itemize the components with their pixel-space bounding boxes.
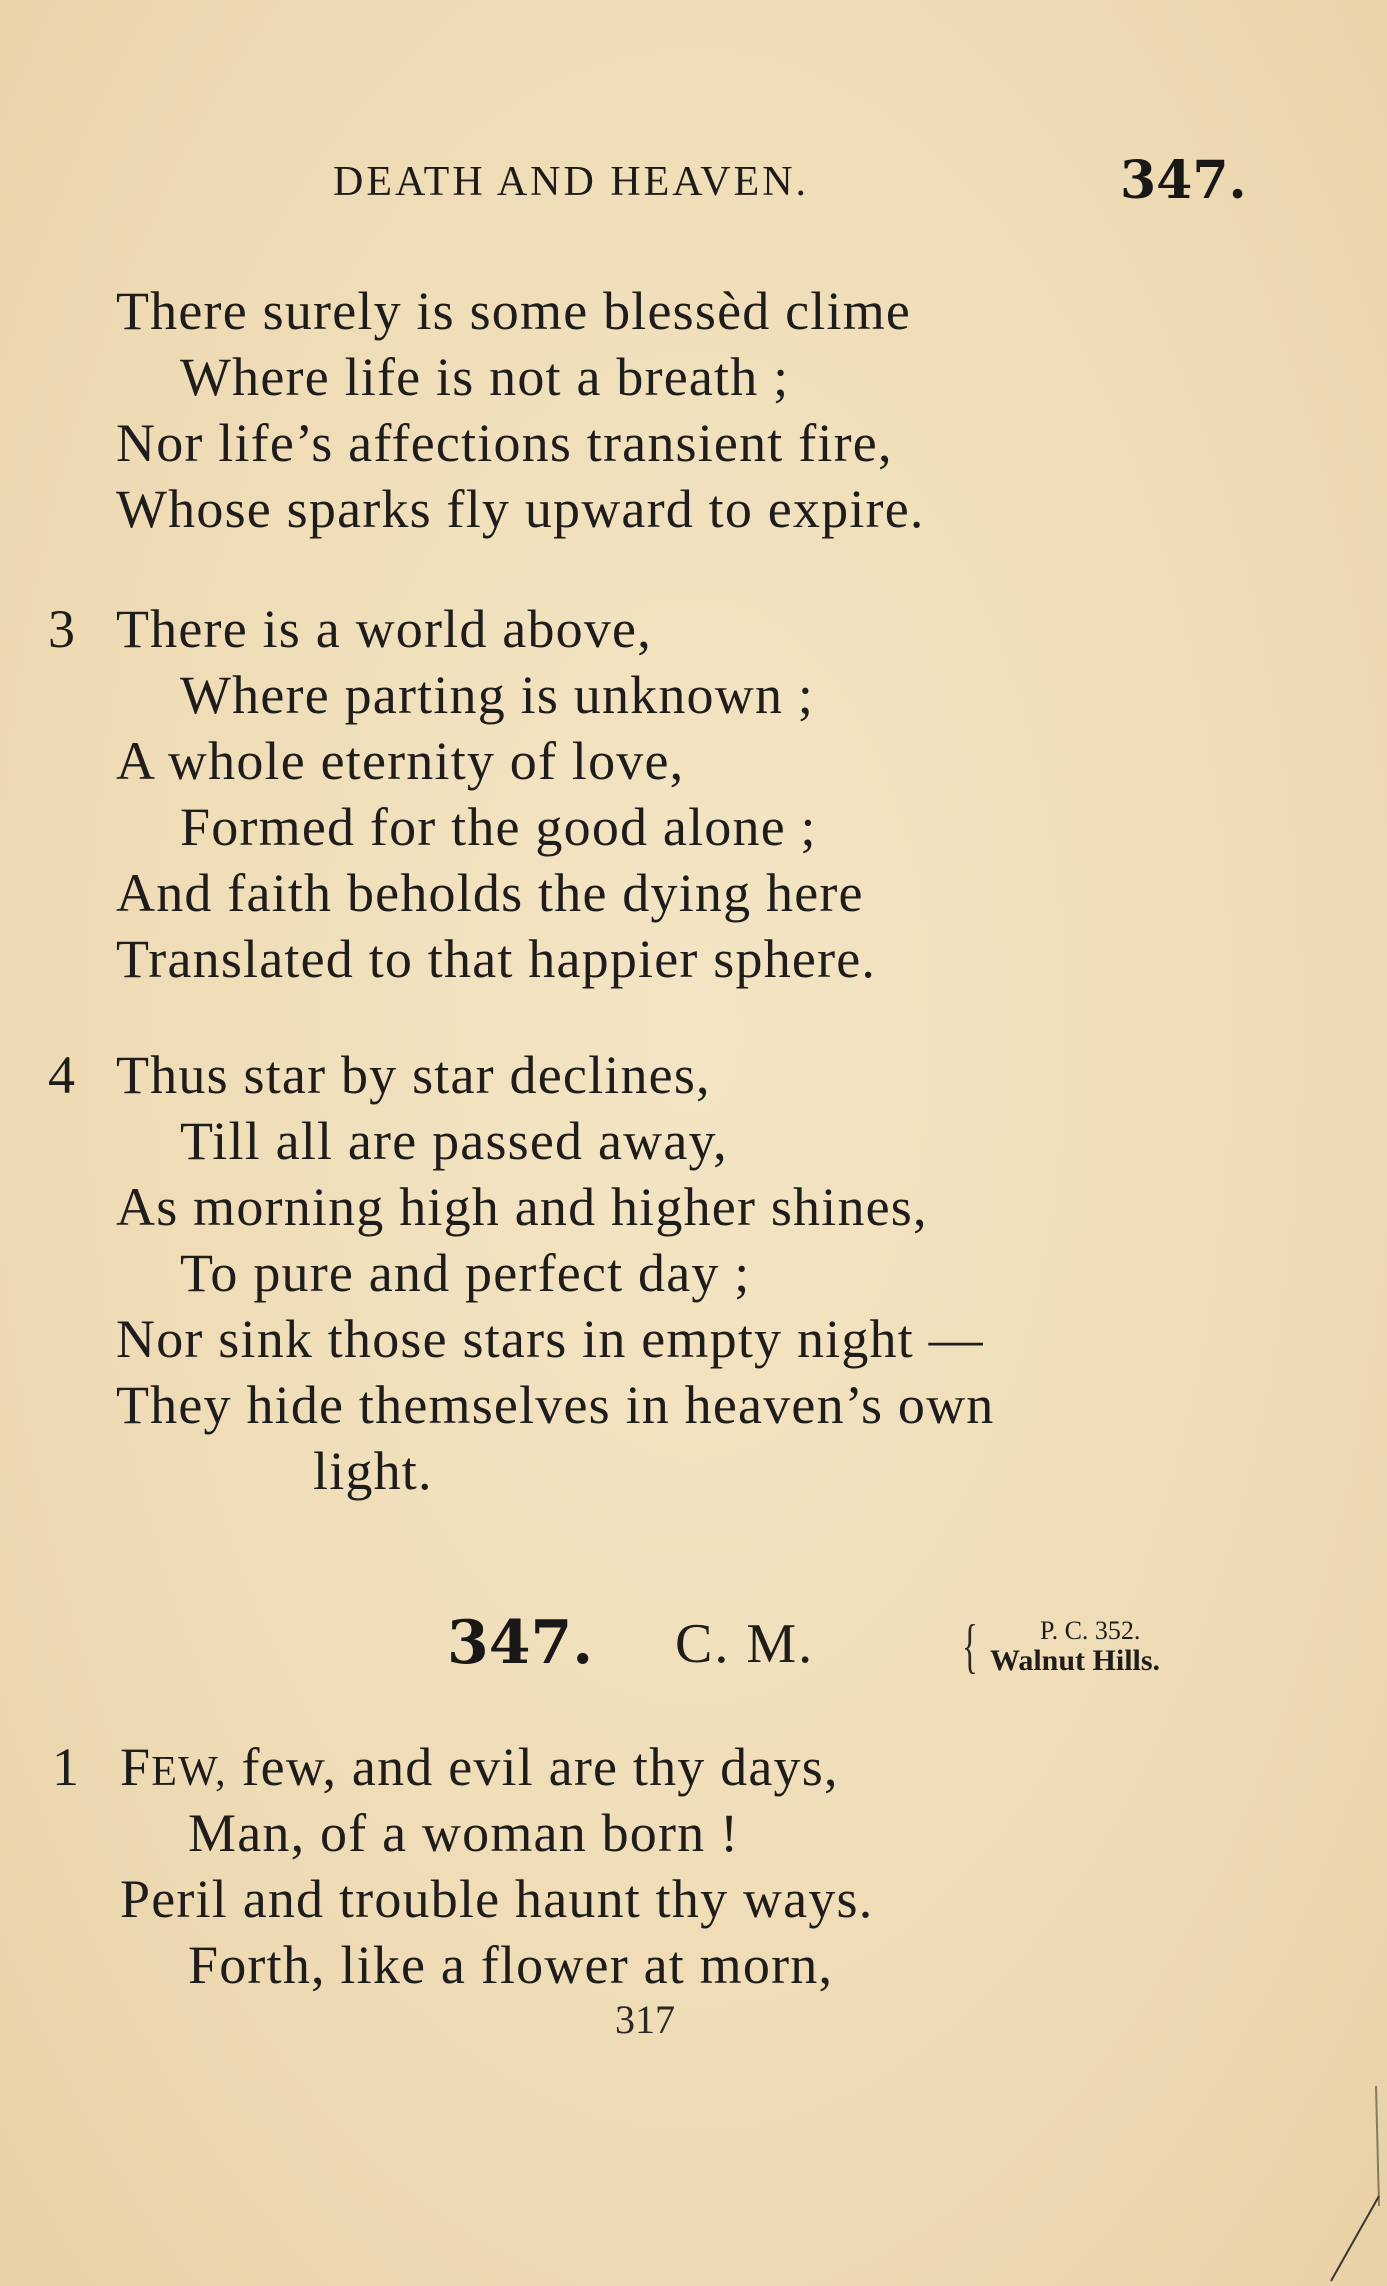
verse-line: Nor life’s affections transient fire, <box>116 413 893 473</box>
tune-name: Walnut Hills. <box>990 1644 1161 1677</box>
verse-line: To pure and perfect day ; <box>180 1243 751 1303</box>
verse-line: As morning high and higher shines, <box>116 1177 928 1237</box>
verse-line: Forth, like a flower at morn, <box>188 1935 834 1995</box>
page-corner-mark <box>1261 2066 1381 2286</box>
verse-line: They hide themselves in heaven’s own <box>116 1375 995 1435</box>
verse-line: Man, of a woman born ! <box>188 1803 740 1863</box>
folio-number: 317 <box>615 1997 675 2042</box>
verse-line-first <box>120 1736 839 1798</box>
first-line-rest: few, and evil are thy days, <box>226 1737 839 1797</box>
verse-line: Where parting is unknown ; <box>180 665 815 725</box>
verse-line: Whose sparks fly upward to expire. <box>116 479 925 539</box>
verse-line: Where life is not a breath ; <box>180 347 790 407</box>
verse-line: light. <box>313 1441 433 1501</box>
drop-initial: F <box>120 1737 152 1797</box>
tune-reference: P. C. 352. <box>1040 1616 1141 1645</box>
small-caps-word: EW, <box>151 1749 227 1795</box>
stanza-number: 3 <box>48 599 75 659</box>
verse-line: Translated to that happier sphere. <box>116 929 877 989</box>
verse-line: There surely is some blessèd clime <box>116 281 912 341</box>
page-number: 347. <box>1120 150 1247 211</box>
verse-line: Formed for the good alone ; <box>180 797 817 857</box>
verse-line: Peril and trouble haunt thy ways. <box>120 1869 874 1929</box>
verse-line: Nor sink those stars in empty night — <box>116 1309 984 1369</box>
verse-line: And faith beholds the dying here <box>116 863 864 923</box>
verse-line: Thus star by star declines, <box>116 1045 711 1105</box>
hymn-number: 347. <box>447 1608 594 1678</box>
page-header <box>0 150 1387 210</box>
verse-line: Till all are passed away, <box>180 1111 728 1171</box>
stanza-number: 4 <box>48 1045 75 1105</box>
verse-line: There is a world above, <box>116 599 652 659</box>
brace-glyph: { <box>962 1613 978 1679</box>
running-head: DEATH AND HEAVEN. <box>333 159 810 205</box>
hymn-meter: C. M. <box>675 1613 815 1675</box>
verse-line: A whole eternity of love, <box>116 731 685 791</box>
hymn-heading <box>0 1608 1387 1698</box>
stanza-number: 1 <box>52 1737 79 1797</box>
